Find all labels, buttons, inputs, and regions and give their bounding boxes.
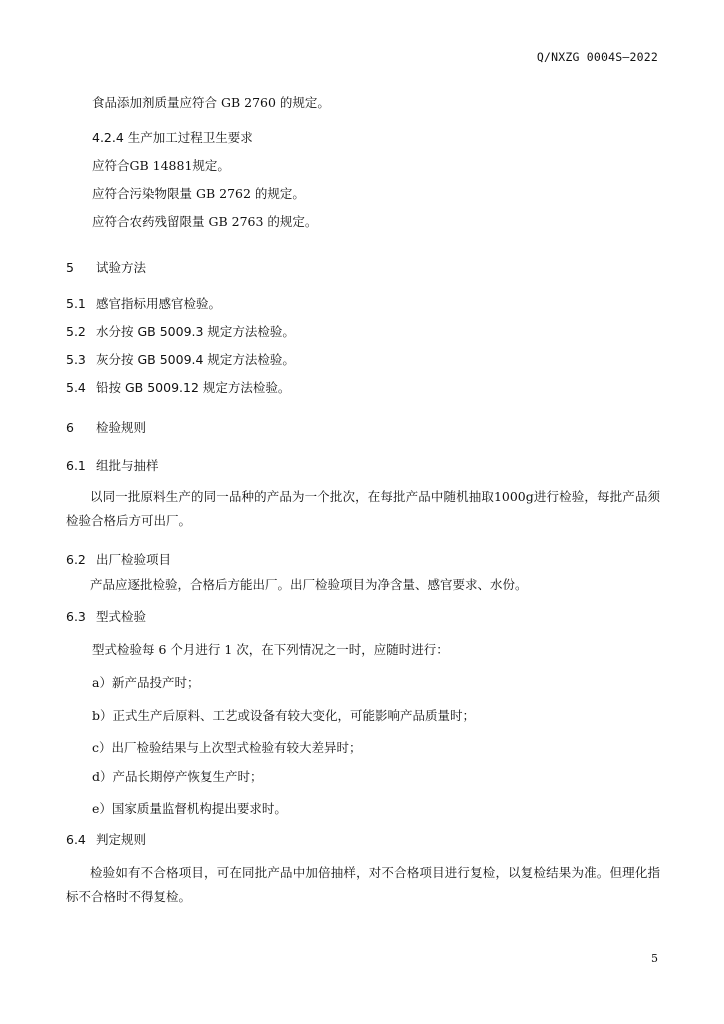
food-additive-clause: 食品添加剂质量应符合 GB 2760 的规定。 [92,95,330,110]
clause-gb2763: 应符合农药残留限量 GB 2763 的规定。 [92,214,318,229]
section-number: 5 [66,260,74,275]
subsection-4-2-4-heading: 4.2.4 生产加工过程卫生要求 [92,130,253,145]
item-number: 5.1 [66,296,86,311]
item-text: 灰分按 GB 5009.4 规定方法检验。 [96,352,295,367]
item-number: 5.3 [66,352,86,367]
subsection-title: 判定规则 [96,832,147,847]
subsection-title: 组批与抽样 [96,458,159,473]
clause-gb2762: 应符合污染物限量 GB 2762 的规定。 [92,186,305,201]
item-number: 5.2 [66,324,86,339]
judgment-rules-paragraph: 检验如有不合格项目，可在同批产品中加倍抽样，对不合格项目进行复检，以复检结果为准。但理化指标不合格时不得复检。 [66,865,660,904]
condition-b: b）正式生产后原料、工艺或设备有较大变化，可能影响产品质量时； [92,708,476,723]
subsection-number: 6.4 [66,832,86,847]
subsection-6-1-heading [66,456,159,474]
type-inspection-intro: 型式检验每 6 个月进行 1 次，在下列情况之一时，应随时进行： [92,642,449,657]
sampling-paragraph: 以同一批原料生产的同一品种的产品为一个批次，在每批产品中随机抽取1000g进行检验，每批产品须检验合格后方可出厂。 [66,489,660,528]
condition-a: a）新产品投产时； [92,675,200,690]
section-number: 6 [66,420,74,435]
subsection-number: 6.2 [66,552,86,567]
subsection-title: 型式检验 [96,609,147,624]
clause-gb14881: 应符合GB 14881规定。 [92,158,230,173]
item-5-4 [66,378,290,396]
document-code-header: Q/NXZG 0004S—2022 [536,50,658,64]
item-text: 感官指标用感官检验。 [96,296,222,311]
item-5-1 [66,294,221,312]
section-6-heading [66,418,146,436]
subsection-6-3-heading [66,607,146,625]
factory-inspection-paragraph: 产品应逐批检验，合格后方能出厂。出厂检验项目为净含量、感官要求、水份。 [90,577,528,592]
subsection-6-4-heading [66,830,146,848]
item-text: 铅按 GB 5009.12 规定方法检验。 [96,380,291,395]
subsection-number: 6.3 [66,609,86,624]
section-title: 试验方法 [96,260,147,275]
item-5-3 [66,350,295,368]
item-5-2 [66,322,295,340]
condition-d: d）产品长期停产恢复生产时； [92,769,263,784]
section-5-heading [66,258,146,276]
condition-e: e）国家质量监督机构提出要求时。 [92,801,287,816]
item-text: 水分按 GB 5009.3 规定方法检验。 [96,324,295,339]
subsection-6-2-heading [66,550,171,568]
section-title: 检验规则 [96,420,147,435]
subsection-number: 6.1 [66,458,86,473]
item-number: 5.4 [66,380,86,395]
subsection-title: 出厂检验项目 [96,552,172,567]
condition-c: c）出厂检验结果与上次型式检验有较大差异时； [92,740,362,755]
page-number: 5 [651,952,658,965]
